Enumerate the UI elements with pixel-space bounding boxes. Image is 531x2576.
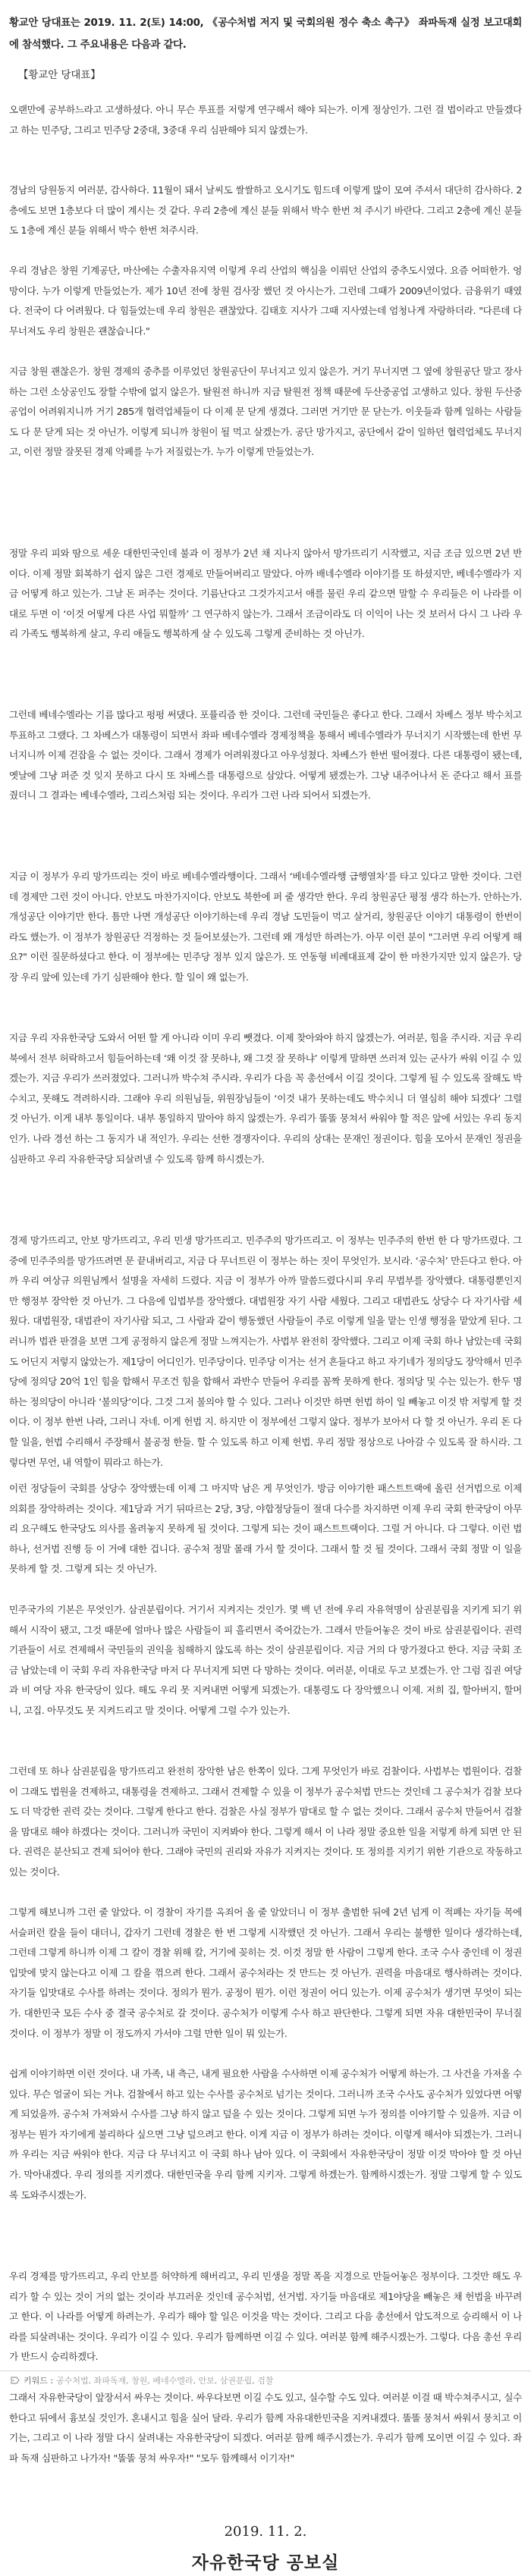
- speech-paragraph: 그래서 자유한국당이 앞장서서 싸우는 것이다. 싸우다보면 이길 수도 있고, 실수할 수도 있다. 여러분 이걸 때 박수쳐주시고, 실수한다고 뒤에서 흉보실 것인가. 혼내시고 힘을 실어 달라. 우리가 함께 자유대한민국을 지켜내겠다. 똘똘 뭉쳐서 싸워서 뭉치고 이기는, 그리고 이 나라 정말 다시 살려내는 자유한국당이 되겠다. 여러분 함께 해주시겠는가. 우리가 함께 모이면 이길 수 있다. 좌파 독재 심판하고 나가자! "똘똘 뭉쳐 싸우자!" "모두 함께해서 이기자!": [9, 2392, 522, 2464]
- speech-paragraph: 지금 창원 괜찮은가. 창원 경제의 중추를 이루었던 창원공단이 무너지고 있지 않은가. 거기 무너지면 그 옆에 창원공단 말고 장사하는 그런 소상공인도 장할 수밖에 없지 않은가. 탈원전 하니까 지금 탈원전 정책 때문에 두산중공업 고생하고 있다. 창원 두산중공업이 어려워지니까 거기 285개 협력업체들이 다 이제 문 닫게 생겼다. 그러면 거기만 문 닫는가. 이웃들과 함께 일하는 사람들도 다 문 닫게 되는 것 아닌가. 이렇게 되니까 창원이 될 먹고 살겠는가. 공단 망가지고, 공단에서 같이 일하던 협력업체도 무너지고, 이런 정말 잘못된 경제 악폐를 누가 저질렀는가. 누가 이렇게 만들었는가.: [9, 366, 522, 458]
- speech-paragraph: 정말 우리 피와 땀으로 세운 대한민국인데 불과 이 정부가 2년 채 지나지 않아서 망가뜨리기 시작했고, 지금 조금 있으면 2년 반이다. 이제 정말 회복하기 쉽지 않은 그런 경제로 만들어버리고 말았다. 아까 배네수엘라 이야기를 또 하셨지만, 베네수엘라가 지금 어떻게 하고 있는가. 그날 돈 퍼주는 것이다. 기름난다고 그것가지고서 애를 물린 우리 같으면 말할 수 우리들은 이 나라를 이대로 두면 이 ‘이것 어떻게 다른 사업 뭐할까’ 그 연구하지 않는가. 그래서 조금이라도 더 이익이 나는 것 보러서 다시 그 나라 우리 가족도 행복하게 살고, 우리 애들도 행복하게 살 수 있도록 그렇게 준비하는 것 아닌가.: [9, 548, 522, 640]
- speech-paragraph: 쉽게 이야기하면 이런 것이다. 내 가족, 내 측근, 내게 필요한 사람을 수사하면 이제 공수처가 어떻게 하는가. 그 사건을 가져올 수 있다. 무슨 얼굴이 되는 거냐. 검찰에서 하고 있는 수사를 공수처로 넘기는 것이다. 그러니까 조국 수사도 공수처가 있었다면 어떻게 되었을까. 공수처 가져와서 수사를 그냥 하지 않고 덮을 수 있는 것이다. 그렇게 되면 누가 정의를 이야기할 수 있을까. 지금 이 정부는 뭔가 자기에게 불리하다 싶으면 그냥 덮으려고 한다. 이게 지금 이 정부가 하려는 것이다. 이렇게 해서야 되겠는가. 그러니까 우리는 지금 싸워야 한다. 지금 다 무너지고 이 국회 하나 남아 있다. 이 국회에서 자유한국당이 정말 이것 막아야 할 것 아닌가. 막아내겠다. 우리 정의를 지키겠다. 대한민국을 우리 함께 지키자. 그렇게 하겠는가. 함께하시겠는가. 정말 그렇게 할 수 있도록 도와주시겠는가.: [9, 2068, 522, 2201]
- speech-paragraph: 그런데 또 하나 삼권분립을 망가뜨리고 완전히 장악한 남은 한쪽이 있다. 그게 무엇인가 바로 검찰이다. 사법부는 법원이다. 검찰이 그래도 법원을 견제하고, 대통령을 견제하고. 그래서 견제할 수 있을 이 정부가 공수처법 만드는 것인데 그 공수처가 검찰 보다도 더 막강한 권력 갖는 것이다. 그렇게 한다고 한다. 검찰은 사실 정부가 맘대로 할 수 없는 것이다. 그래서 공수처 만들어서 검찰을 맘대로 해야 하겠다는 것이다. 그러니까 국민이 지켜봐야 한다. 그렇게 해서 이 나라 정말 중요한 일을 저렇게 하게 되면 안 된다. 권력은 분산되고 견제 되어야 한다. 그래야 국민의 권리와 자유가 지켜지는 것이다. 또 정의를 지키기 위한 기관으로 작동하고 있는 것이다.: [9, 1765, 522, 1878]
- speech-paragraph: 경제 망가뜨리고, 안보 망가뜨리고, 우리 민생 망가뜨리고. 민주주의 망가뜨리고. 이 정부는 민주주의 한번 한 다 망가뜨렸다. 그 중에 민주주의를 망가뜨려면 문 끝내버리고, 지금 다 무너트린 이 정부는 하는 짓이 무엇인가. 보시라. ‘공수처’ 만든다고 한다. 아까 우리 여상규 의원님께서 설명을 자세히 드렸다. 지금 이 정부가 아까 말씀드렸다시피 우리 무법부를 장악했다. 대통령뿐인지만 행정부 장악한 것 아닌가. 그 다음에 입법부를 장악했다. 대법원장 자기 사람 세웠다. 그리고 대법관도 상당수 다 자기사람 세웠다. 대법원장, 대법관이 자기사람 되고, 그 사람과 같이 행동했던 사람들이 주로 이렇게 일을 맡는 인생 행정을 맡았게 된다. 그러니까 법관 판결을 보면 그게 공정하지 않은게 정말 느껴지는가. 사법부 완전히 장악했다. 그리고 이제 국회 하나 남았는데 국회도 어딘지 저렇지 않았는가. 제1당이 어디인가. 민주당이다. 민주당 이거는 선거 흔들다고 하고 자기네가 정의당도 장악해서 민주당에 정의당 20억 1인 힘을 합해서 무조건 힘을 합해서 과반수 만들어 우리를 꼼짝 못하게 한다. 정의당 및 수는 있는가. 한두 명 하는 정의당이 아니라 ‘불의당’이다. 그것 그저 불의야 할 수 있다. 그러나 이것만 하면 헌법 하이 일 빼놓고 이것 밖 저렇게 할 것이다. 이 정부 한번 나라, 그러니 자네. 이게 헌법 지. 하지만 이 정부에선 그렇지 않다. 정부가 보아서 다 할 것 아닌가. 우리 돈 다 할 일을, 헌법 수리해서 주장해서 불공정 한들. 할 수 있도록 하고 이제 헌법. 우리 정말 정상으로 나아갈 수 있도록 잘 하시라. 그렇다면 무언, 내 역할이 뭐라고 하는가.: [9, 1235, 522, 1468]
- tag-icon: [11, 2377, 20, 2384]
- speech-paragraph: 경남의 당원동지 여러분, 감사하다. 11월이 돼서 날씨도 쌀쌀하고 오시기도 힘드데 이렇게 많이 모여 주셔서 대단히 감사하다. 2층에도 보면 1층보다 더 많이 계시는 것 같다. 우리 2층에 계신 분들 위해서 박수 한번 쳐 주시기 바란다. 그리고 2층에 계신 분들도 1층에 계신 분들 위해서 박수 한번 쳐주시라.: [9, 184, 522, 237]
- issuing-office: 자유한국당 공보실: [191, 2552, 340, 2573]
- keyword-bar: [0, 2370, 531, 2389]
- speech-body: [9, 100, 522, 2509]
- keyword-label: 키워드 :: [24, 2376, 54, 2386]
- speech-paragraph: 오랜만에 공부하느라고 고생하셨다. 아니 무슨 투표를 저렇게 연구해서 해야 되는가. 이게 정상인가. 그런 걸 법이라고 만들겠다고 하는 민주당, 그리고 민주당 2중대, 3중대 우리 심판해야 되지 않겠는가.: [9, 104, 522, 136]
- speech-paragraph: 지금 우리 자유한국당 도와서 어떤 할 게 아니라 이미 우리 뺏겼다. 이제 찾아와야 하지 않겠는가. 여러분, 힘을 주시라. 지금 우리 북에서 전부 허락하고서 힘들어하는데 ‘왜 이것 잘 못하냐, 왜 그것 잘 못하냐’ 이렇게 말하면 쓰러져 있는 군사가 싸워 이길 수 있겠는가. 지금 우리가 쓰러졌었다. 그러니까 박수쳐 주시라. 우리가 다음 꼭 총선에서 이길 것이다. 그렇게 될 수 있도록 잘해도 박수치고, 못해도 격려하시라. 그래야 우리 의원님들, 위원장님들이 ‘이것 내가 못하는데도 박수치니 더 열심히 해야 되겠다’ 그럴 것 아닌가. 이게 내부 통일이다. 내부 통일하지 말아야 하지 않겠는가. 우리가 똘똘 뭉쳐서 싸워야 할 적은 앞에 서있는 우리 동지인가. 나라 경선 하는 그 동지가 내 적인가. 우리는 선한 경쟁자이다. 우리의 상대는 문재인 정권이다. 힘을 모아서 문재인 정권을 심판하고 우리 자유한국당 되살려낼 수 있도록 함께 하시겠는가.: [9, 1032, 522, 1165]
- keyword-list[interactable]: 공수처법, 좌파독재, 창원, 베네수엘라, 안보, 삼권분립, 검찰: [56, 2376, 274, 2386]
- speech-paragraph: 이런 정당들이 국회를 상당수 장악했는데 이제 그 마지막 남은 게 무엇인가. 방금 이야기한 패스트트랙에 올린 선거법으로 이제 의회를 장악하려는 것이다. 제1당과 거기 뒤따르는 2당, 3당, 야합정당들이 절대 다수를 차지하면 이제 우리 국회 한국당이 아무리 요구해도 한국당도 의사를 올려놓지 못하게 될 것이다. 그렇게 되는 것이 패스트트랙이다. 그럴 거 아니다. 다 그렇다. 이런 법 하나, 선거법 진행 등 이 거에 대한 겁니다. 공수처 정말 몰래 가서 할 것이다. 그래서 할 것 될 것이다. 그래서 국회 정말 이 일을 못하게 할 것. 그렇게 되는 것 아닌가.: [9, 1483, 522, 1575]
- speech-paragraph: 우리 경제를 망가뜨리고, 우리 안보를 허약하게 해버리고, 우리 민생을 정말 폭을 지경으로 만들어놓은 정부이다. 그것만 해도 우리가 할 수 있는 것이 거의 없는 것이라 부끄러운 것인데 공수처법, 선거법. 자기들 마음대로 제1야당을 빼놓은 채 헌법을 바꾸려고 한다. 이 나라를 어떻게 하려는가. 우리가 해야 할 일은 이것을 막는 것이다. 그리고 다음 총선에서 압도적으로 승리해서 이 나라를 되살려내는 것이다. 우리가 이길 수 있다. 우리가 함께하면 이길 수 있다. 여러분 함께 해주시겠는가. 그렇다. 다음 총선 우리가 반드시 승리하겠다.: [9, 2270, 522, 2363]
- speaker-label: 【황교안 당대표】: [18, 70, 101, 81]
- speech-paragraph: 그런데 베네수엘라는 기름 많다고 펑펑 써댔다. 포퓰리즘 한 것이다. 그런데 국민들은 좋다고 한다. 그래서 차베스 정부 박수치고 투표하고 그랬다. 그 차베스가 대통령이 되면서 좌파 베네수엘라 경제정책을 통해서 베네수엘라가 무너지기 시작했는데 한번 무너지니까 이제 걷잡을 수 없는 것이다. 그래서 경제가 어려워졌다고 아우성쳤다. 차베스가 한번 떨어졌다. 다른 대통령이 됐는데, 옛날에 그냥 퍼준 것 잊지 못하고 다시 또 차베스를 대통령으로 삼았다. 어떻게 됐겠는가. 그냥 내주어나서 돈 준다고 해서 표를 줬더니 그 결과는 베네수엘라, 그리스처럼 되는 것이다. 우리가 그런 나라 되어서 되겠는가.: [9, 709, 522, 802]
- speech-paragraph: 그렇게 해보니까 그런 줄 알았다. 이 경찰이 자기를 옥죄어 올 줄 알았더니 이 정부 출범한 뒤에 2년 넘게 이 적폐는 자기들 목에 서슬퍼런 칼을 들이 대더니, 갑자기 그런데 경찰은 한 번 그렇게 시작했던 것 아닌가. 그래서 우리는 불행한 일이다 생각하는데, 그런데 그렇게 하니까 이제 그 칼이 경찰 위해 칼, 거기에 꽂히는 것. 이것 정말 한 사람이 그렇게 한다. 조국 수사 중인데 이 정권 입맛에 맞지 않는다고 이제 그 칼을 꺾으려 한다. 그래서 공수처라는 것 만드는 것 아닌가. 권력을 마음대로 행사하려는 것이다. 자기들 입맛대로 수사를 하려는 것이다. 정의가 뭔가. 공정이 뭔가. 이런 정권이 어디 있는가. 이제 공수처가 생기면 무엇이 되는가. 대한민국 모든 수사 중 결국 공수처로 갈 것이다. 공수처가 이렇게 수사 하고 판단한다. 그렇게 되면 자유 대한민국이 무너질 것이다. 이 정부가 정말 이 정도까지 가서야 그럴 만한 일이 뭐 있는가.: [9, 1906, 522, 2039]
- release-date: 2019. 11. 2.: [224, 2524, 307, 2540]
- speech-paragraph: 우리 경남은 창원 기계공단, 마산에는 수출자유지역 이렇게 우리 산업의 핵심을 이뤄던 산업의 중추도시였다. 요즘 어떠한가. 엉망이다. 누가 이렇게 만들었는가. 제가 10년 전에 창원 검사장 했던 것 아시는가. 그런데 그때가 2009년이었다. 금융위기 때였다. 전국이 다 어려웠다. 다 힘들었는데 우리 창원은 괜찮았다. 김태호 지사가 그때 지사였는데 엄청나게 자랑하더라. "다른데 다 무너져도 우리 창원은 괜찮습니다.": [9, 265, 522, 337]
- speech-paragraph: 민주국가의 기본은 무엇인가. 삼권분립이다. 거기서 지켜지는 것인가. 몇 백 년 전에 우리 자유혁명이 삼권분립을 지키게 되기 위해서 시작이 됐고, 그것 때문에 얼마나 많은 사람들이 피 흘리면서 죽어갔는가. 그래서 만들어놓은 것이 바로 삼권분립이다. 권력기관들이 서로 견제해서 국민들의 권익을 침해하지 않도록 하는 것이 삼권분립이다. 지금 거의 다 망가졌다고 한다. 지금 국회 조금 남았는데 이 국회 우리 자유한국당 마저 다 무너지게 되면 다 망하는 것이다. 여러분, 이대로 두고 보겠는가. 안 그럼 집권 여당과 비 여당 자유 한국당이 있다. 해도 우리 못 지켜내면 어떻게 되겠는가. 대통령도 다 장악했으니 이제. 저희 집, 할아버지, 할머니, 고집. 아무것도 못 지켜드리고 말 것이다. 어떻게 그럴 수가 있는가.: [9, 1604, 522, 1716]
- speech-paragraph: 지금 이 정부가 우리 망가뜨리는 것이 바로 베네수엘라행이다. 그래서 ‘베네수엘라행 급행열차’를 타고 있다고 말한 것이다. 그런데 경제만 그런 것이 아니다. 안보도 마찬가지이다. 안보도 북한에 퍼 줄 생각만 한다. 우리 창원공단 평정 생각 하는가. 안하는가. 개성공단 이야기만 한다. 틈만 나면 개성공단 이야기하는데 우리 경남 도민들이 먹고 살거리, 창원공단 이야기 대통령이 한번이라도 했는가. 이 정부가 창원공단 걱정하는 것 들어보셨는가. 그런데 왜 개성만 하려는가. 아무 이런 분이 "그러면 우리 어떻게 해요?" 이런 질문하셨다고 한다. 이 정부에는 민주당 정부 있지 않은가. 또 연동형 비례대표제 같이 한 마찬가지만 있지 않은가. 당장 우리 앞에 있는데 가기 심판해야 한다. 할 일이 왜 없는가.: [9, 871, 522, 983]
- intro-statement: 황교안 당대표는 2019. 11. 2(토) 14:00, 《공수처법 저지 및 국회의원 정수 축소 촉구》 좌파독재 실정 보고대회에 참석했다. 그 주요내용은 다음과 같다.: [9, 17, 522, 51]
